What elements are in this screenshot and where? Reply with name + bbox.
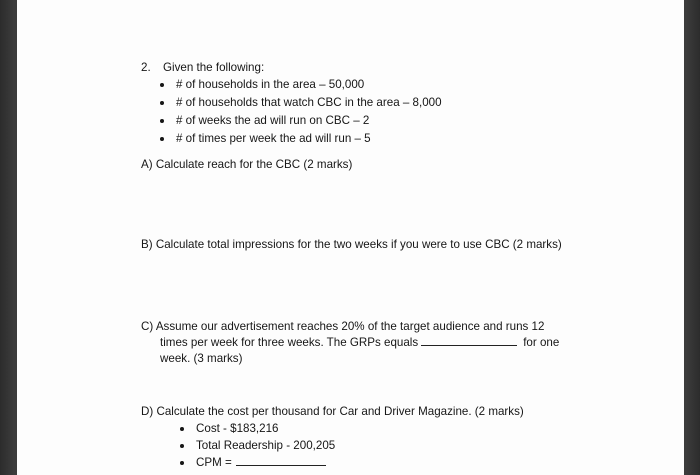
part-d-prompt: D) Calculate the cost per thousand for Car and Driver Magazine. (2 marks) <box>141 405 524 418</box>
question-intro: Given the following: <box>163 61 265 74</box>
bullet-icon <box>160 83 164 87</box>
cpm-label: CPM = <box>196 456 232 469</box>
part-a-prompt: A) Calculate reach for the CBC (2 marks) <box>141 158 353 171</box>
bullet-icon <box>180 461 184 465</box>
part-c-answer-blank <box>421 345 517 346</box>
part-b-prompt: B) Calculate total impressions for the two weeks if you were to use CBC (2 marks) <box>141 238 562 251</box>
question-number: 2. <box>141 61 151 74</box>
part-c-line-3: week. (3 marks) <box>160 352 243 365</box>
bullet-icon <box>180 444 184 448</box>
part-c-line-1: C) Assume our advertisement reaches 20% of the target audience and runs 12 <box>141 320 545 333</box>
part-c-line-2-text: times per week for three weeks. The GRPs equals <box>160 336 419 349</box>
bullet-icon <box>160 119 164 123</box>
bullet-icon <box>160 101 164 105</box>
cpm-answer-blank <box>236 465 326 466</box>
part-c-line-2-after: for one <box>523 336 560 349</box>
bullet-icon <box>160 137 164 141</box>
document-page: 2. Given the following: # of households in the area – 50,000 # of households that watch CBC in the area – 8,000 # of weeks the ad will run on CBC – 2 # of times per week the ad will run – 5 A) Calculate reach for the CBC (2 marks) B) Calculate total impressions for the two weeks if you were to use CBC (2 marks) C) Assume our advertisement reaches 20% of the target audience and runs 12 times per week for three weeks. The GRPs equals for one week. (3 marks) D) Calculate the cost per thousand for Car and Driver Magazine. (2 marks) Cost - $183,216 Total Readership - 200,205 CPM = <box>17 0 684 475</box>
bullet-icon <box>180 427 184 431</box>
